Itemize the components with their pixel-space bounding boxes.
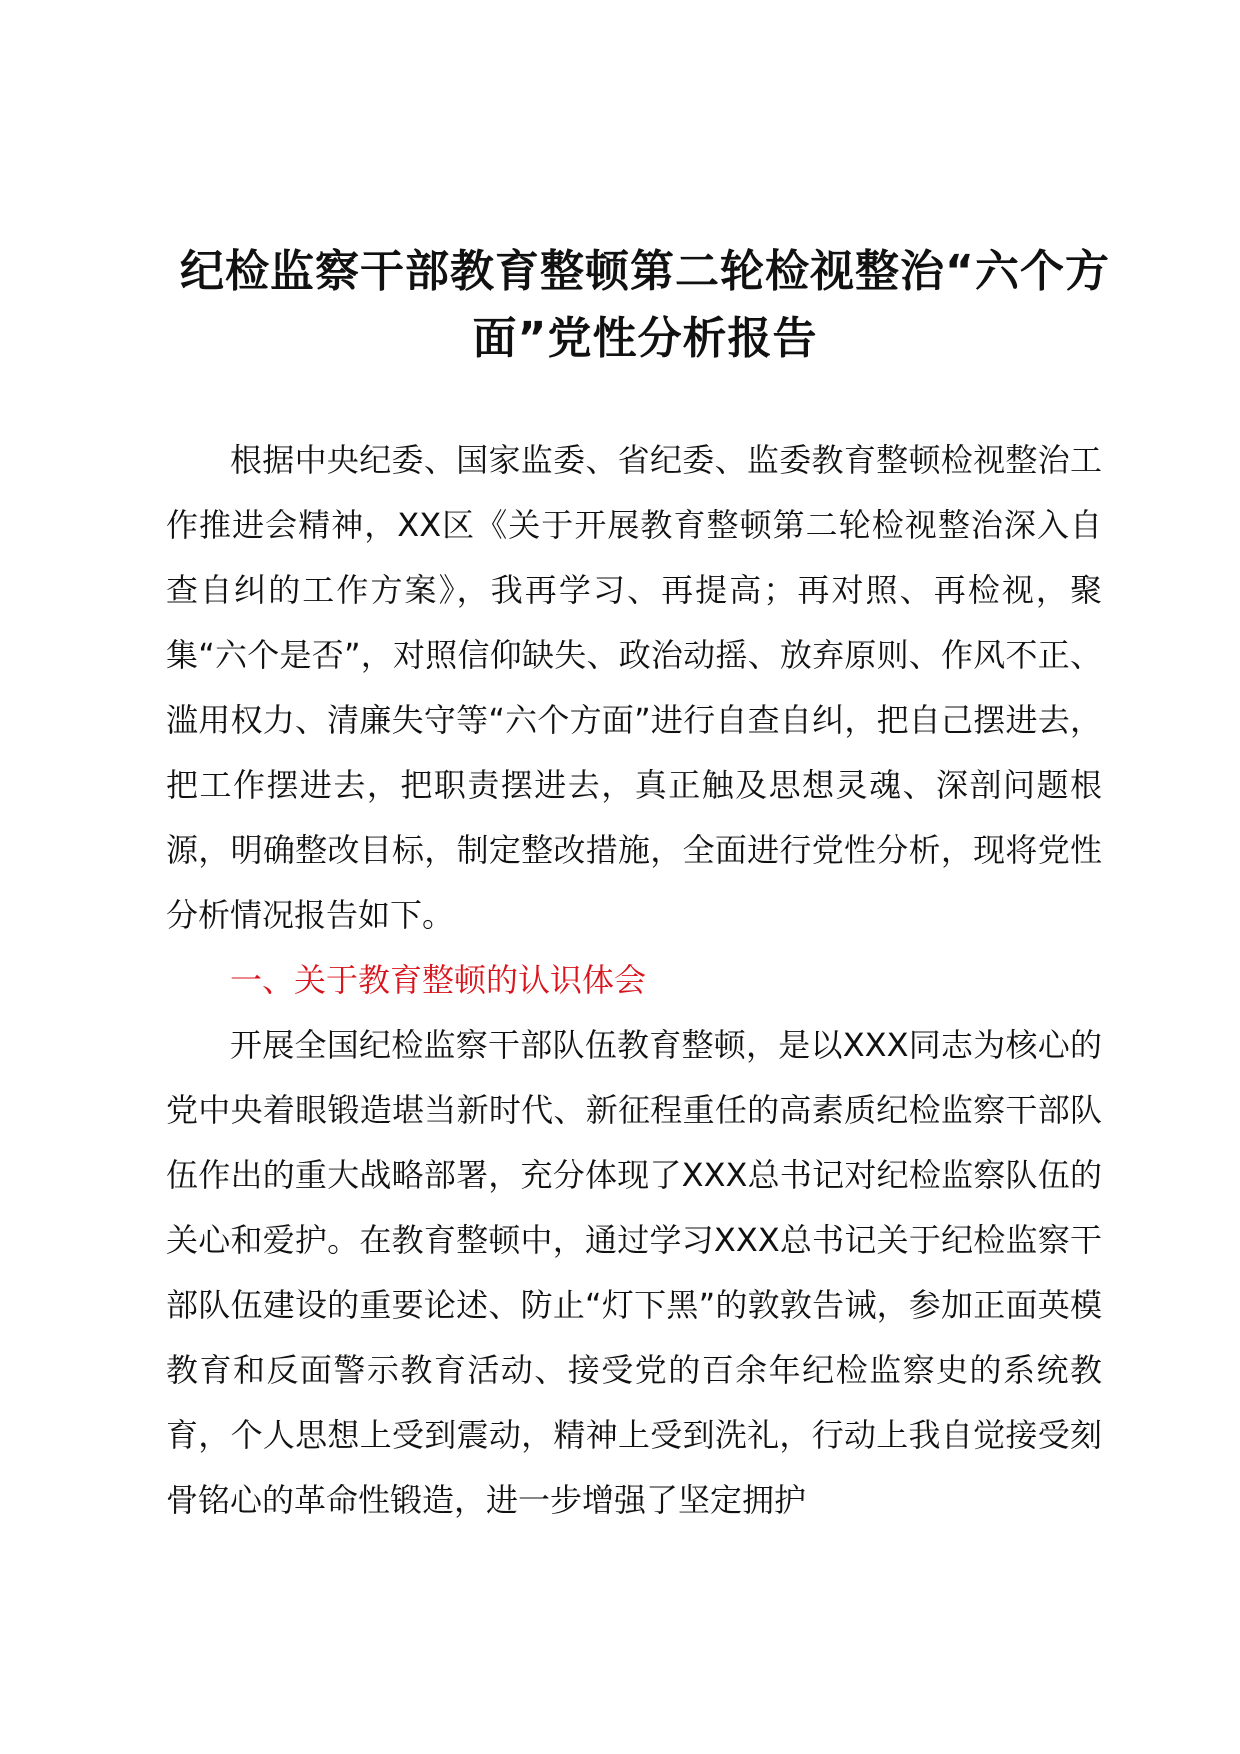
- document-title: 纪检监察干部教育整顿第二轮检视整治“六个方面”党性分析报告: [180, 246, 1110, 364]
- intro-paragraph: 根据中央纪委、国家监委、省纪委、监委教育整顿检视整治工作推进会精神，XX区《关于开展教育整顿第二轮检视整治深入自查自纠的工作方案》，我再学习、再提高；再对照、再检视，聚集“六个是否”，对照信仰缺失、政治动摇、放弃原则、作风不正、滥用权力、清廉失守等“六个方面”进行自查自纠，把自己摆进去，把工作摆进去，把职责摆进去，真正触及思想灵魂、深剖问题根源，明确整改目标，制定整改措施，全面进行党性分析，现将党性分析情况报告如下。: [166, 441, 1102, 934]
- section-heading: 一、关于教育整顿的认识体会: [230, 961, 647, 999]
- section-paragraph: 开展全国纪检监察干部队伍教育整顿，是以XXX同志为核心的党中央着眼锻造堪当新时代、新征程重任的高素质纪检监察干部队伍作出的重大战略部署，充分体现了XXX总书记对纪检监察队伍的关心和爱护。在教育整顿中，通过学习XXX总书记关于纪检监察干部队伍建设的重要论述、防止“灯下黑”的敦敦告诫，参加正面英模教育和反面警示教育活动、接受党的百余年纪检监察史的系统教育，个人思想上受到震动，精神上受到洗礼，行动上我自觉接受刻骨铭心的革命性锻造，进一步增强了坚定拥护: [166, 1026, 1102, 1519]
